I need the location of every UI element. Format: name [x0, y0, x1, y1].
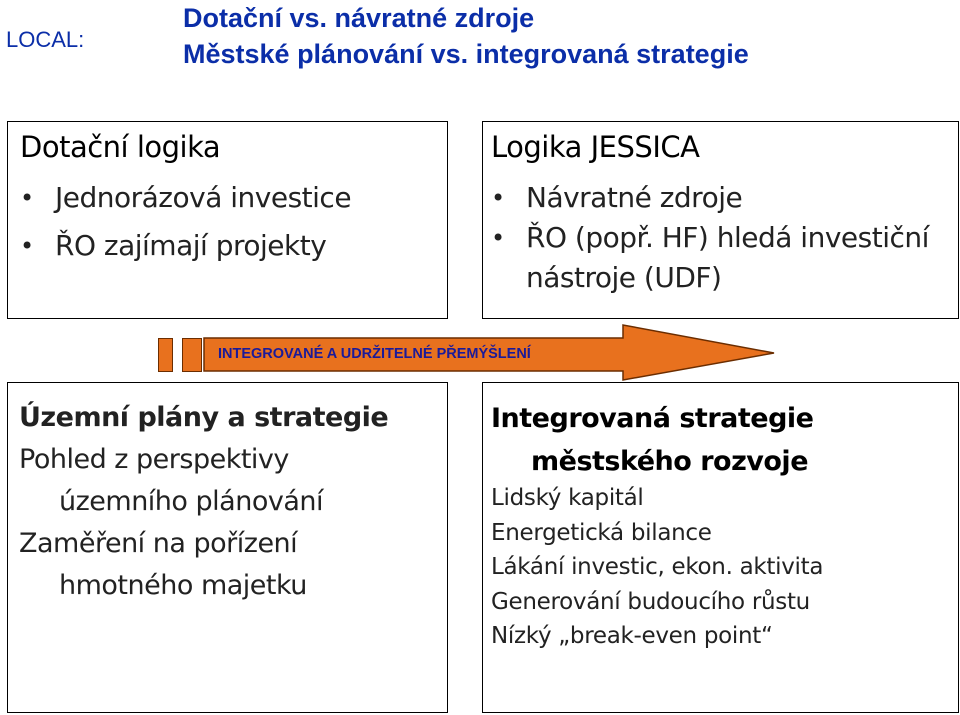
heading-line-2: městského rozvoje [531, 446, 809, 477]
list-item: • Návratné zdroje [489, 178, 949, 218]
list-item: Energetická bilance [491, 519, 712, 546]
territorial-plans-text [19, 397, 388, 607]
local-label: LOCAL: [6, 27, 85, 52]
list-item: Nízký „break-even point“ [491, 623, 773, 649]
list-item [489, 218, 949, 298]
heading-line-1: Integrovaná strategie [491, 403, 814, 434]
text-line: hmotného majetku [59, 570, 307, 601]
list-item: • ŘO zajímají projekty [18, 226, 438, 266]
arrow-tail-block-2 [182, 338, 202, 372]
territorial-plans-heading: Územní plány a strategie [19, 402, 389, 433]
text-line: Pohled z perspektivy [19, 444, 289, 475]
text-line: Zaměření na pořízení [19, 528, 298, 559]
arrow-label: INTEGROVANÉ A UDRŽITELNÉ PŘEMÝŠLENÍ [218, 346, 531, 362]
integrated-strategy-heading [491, 397, 813, 483]
list-item: Lidský kapitál [491, 485, 644, 511]
subsidy-logic-list [18, 178, 438, 274]
arrow-tail-block-1 [158, 338, 173, 372]
subsidy-logic-heading: Dotační logika [20, 130, 221, 164]
jessica-logic-heading: Logika JESSICA [491, 130, 700, 164]
integrated-strategy-list [491, 481, 823, 654]
jessica-logic-list [489, 178, 949, 298]
list-item-line-2: nástroje (UDF) [526, 261, 722, 294]
list-item: Lákání investic, ekon. aktivita [491, 554, 824, 580]
list-item: Generování budoucího růstu [491, 588, 810, 615]
text-line: územního plánování [59, 486, 323, 517]
title-line-2: Městské plánování vs. integrovaná strategie [183, 39, 749, 69]
title-line-1: Dotační vs. návratné zdroje [183, 3, 535, 33]
list-item: • Jednorázová investice [18, 178, 438, 218]
list-item-line-1: ŘO (popř. HF) hledá investiční [526, 221, 929, 254]
